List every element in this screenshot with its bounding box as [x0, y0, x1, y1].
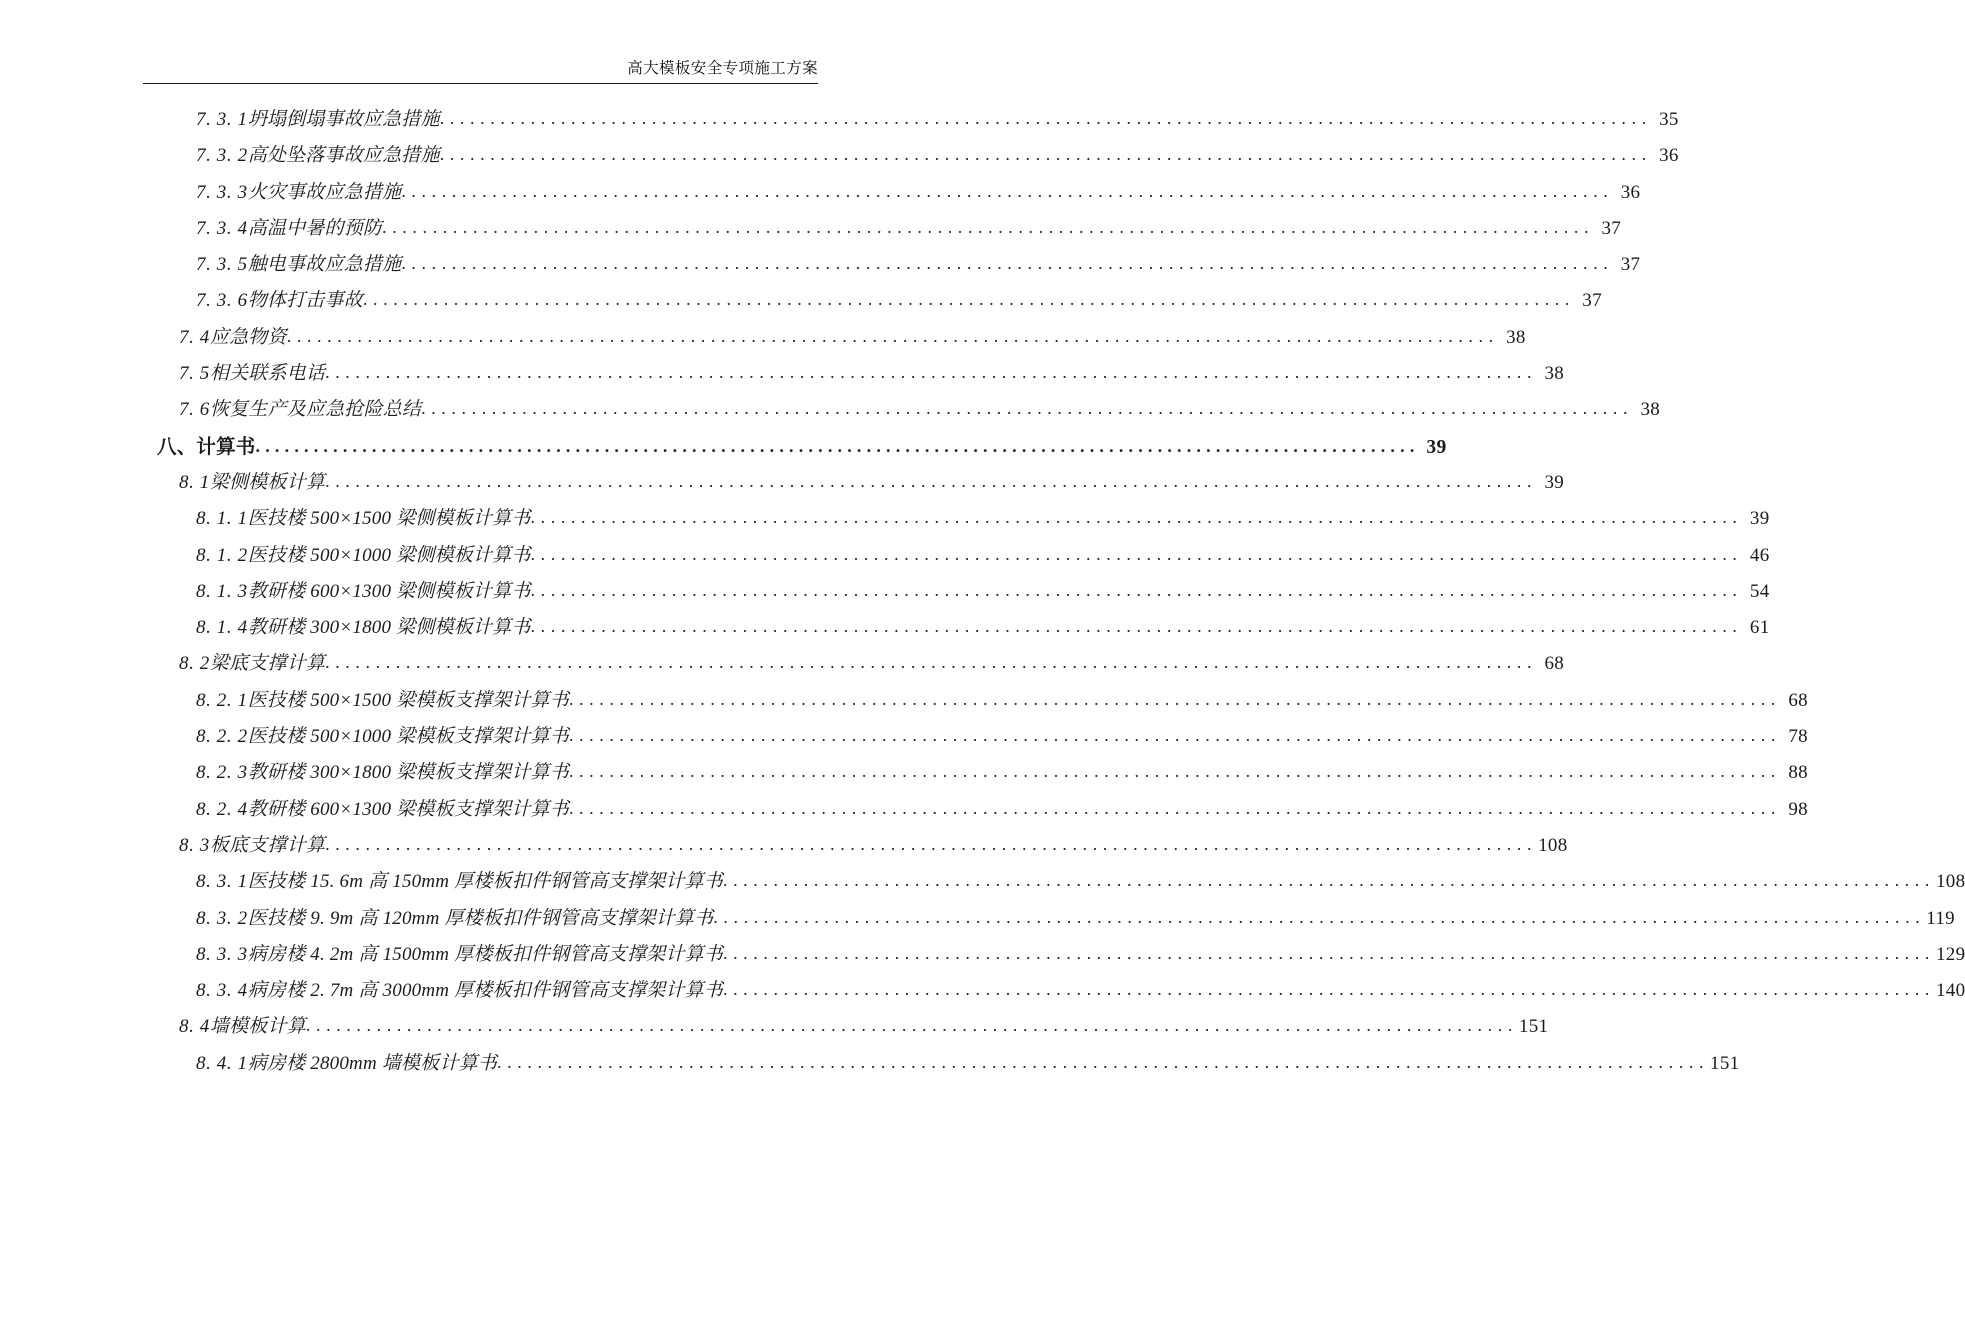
toc-entry-title: 板底支撑计算	[209, 834, 326, 856]
toc-entry[interactable]	[143, 1011, 1549, 1047]
toc-entry[interactable]	[143, 213, 1622, 249]
toc-entry[interactable]	[143, 648, 1565, 684]
toc-entry-number: 8. 3. 4	[196, 980, 248, 1002]
toc-dot-leader: ........................................................................................................................	[713, 906, 1926, 927]
toc-entry-page-number: 98	[1788, 798, 1808, 820]
toc-entry-page-number: 37	[1582, 290, 1602, 312]
toc-dot-leader: ........................................................................................................................	[497, 1051, 1710, 1072]
toc-entry[interactable]	[143, 685, 1808, 721]
toc-entry-page-number: 78	[1788, 726, 1808, 748]
toc-entry-number: 7. 3. 2	[196, 145, 248, 167]
toc-entry-number: 7. 3. 5	[196, 254, 248, 276]
toc-dot-leader: ........................................................................................................................	[568, 688, 1781, 709]
toc-entry-title: 梁侧模板计算	[209, 471, 326, 493]
toc-entry-title: 教研楼 600×1300 梁模板支撑架计算书	[247, 798, 569, 820]
toc-entry-page-number: 38	[1640, 399, 1661, 421]
toc-entry-page-number: 37	[1620, 254, 1641, 276]
toc-entry-number: 8. 3	[179, 834, 210, 856]
toc-dot-leader: ........................................................................................................................	[568, 761, 1781, 782]
toc-entry-title: 医技楼 500×1500 梁模板支撑架计算书	[247, 689, 569, 711]
toc-entry[interactable]	[143, 757, 1808, 793]
toc-entry[interactable]	[143, 975, 1965, 1011]
toc-entry-number: 8. 3. 3	[196, 943, 248, 965]
toc-entry-title: 触电事故应急措施	[247, 254, 402, 276]
toc-dot-leader: ........................................................................................................................	[722, 870, 1935, 891]
toc-dot-leader: ........................................................................................................................	[530, 616, 1743, 637]
toc-entry-page-number: 54	[1749, 580, 1770, 602]
toc-dot-leader: ........................................................................................................................	[362, 289, 1575, 310]
toc-entry[interactable]	[143, 503, 1770, 539]
toc-entry-number: 7. 4	[179, 326, 210, 348]
toc-dot-leader: ........................................................................................................................	[401, 253, 1614, 274]
toc-entry-title: 墙模板计算	[209, 1016, 306, 1038]
toc-entry[interactable]	[143, 358, 1565, 394]
toc-entry[interactable]	[143, 431, 1447, 467]
toc-entry[interactable]	[143, 467, 1565, 503]
toc-entry[interactable]	[143, 939, 1965, 975]
toc-entry-title: 病房楼 2. 7m 高 3000mm 厚楼板扣件钢管高支撑架计算书	[247, 980, 723, 1002]
toc-dot-leader: ........................................................................................................................	[530, 543, 1743, 564]
toc-entry-page-number: 108	[1538, 834, 1568, 856]
toc-entry-page-number: 119	[1926, 907, 1955, 929]
toc-entry[interactable]	[143, 285, 1602, 321]
toc-entry-title: 火灾事故应急措施	[247, 181, 402, 203]
toc-entry-page-number: 39	[1426, 436, 1447, 458]
toc-entry-page-number: 46	[1749, 544, 1770, 566]
toc-dot-leader: ........................................................................................................................	[401, 180, 1614, 201]
toc-entry[interactable]	[143, 794, 1808, 830]
toc-entry[interactable]	[143, 322, 1526, 358]
toc-entry-title: 物体打击事故	[247, 290, 363, 312]
toc-entry[interactable]	[143, 866, 1965, 902]
toc-entry-title: 病房楼 4. 2m 高 1500mm 厚楼板扣件钢管高支撑架计算书	[247, 943, 723, 965]
toc-entry-title: 高温中暑的预防	[247, 217, 383, 239]
toc-dot-leader: ........................................................................................................................	[530, 579, 1743, 600]
table-of-contents	[143, 104, 1965, 1084]
toc-entry[interactable]	[143, 394, 1661, 430]
toc-entry-title: 计算书	[196, 436, 256, 458]
toc-dot-leader: ........................................................................................................................	[325, 470, 1538, 491]
toc-entry-title: 恢复生产及应急抢险总结	[209, 399, 422, 421]
toc-dot-leader: ........................................................................................................................	[382, 216, 1595, 237]
toc-entry-page-number: 108	[1935, 871, 1965, 893]
page-header	[143, 58, 818, 84]
toc-dot-leader: ........................................................................................................................	[286, 325, 1499, 346]
toc-entry-page-number: 36	[1659, 145, 1679, 167]
toc-entry-page-number: 151	[1518, 1016, 1549, 1038]
header-title: 高大模板安全专项施工方案	[627, 60, 818, 77]
toc-entry[interactable]	[143, 249, 1641, 285]
toc-entry-number: 八、	[157, 436, 197, 458]
toc-dot-leader: ........................................................................................................................	[325, 652, 1538, 673]
toc-entry-number: 8. 1. 3	[196, 580, 248, 602]
toc-entry-title: 医技楼 15. 6m 高 150mm 厚楼板扣件钢管高支撑架计算书	[247, 871, 723, 893]
toc-entry-page-number: 36	[1620, 181, 1641, 203]
toc-entry-page-number: 140	[1935, 980, 1965, 1002]
toc-entry-number: 8. 2. 4	[196, 798, 248, 820]
toc-dot-leader: ........................................................................................................................	[568, 725, 1781, 746]
toc-entry-page-number: 61	[1749, 617, 1770, 639]
toc-entry-number: 8. 4. 1	[196, 1052, 248, 1074]
toc-entry-title: 高处坠落事故应急措施	[247, 145, 440, 167]
toc-entry-title: 病房楼 2800mm 墙模板计算书	[247, 1052, 498, 1074]
toc-dot-leader: ........................................................................................................................	[722, 979, 1935, 1000]
toc-entry-page-number: 68	[1544, 653, 1565, 675]
toc-dot-leader: ........................................................................................................................	[325, 833, 1538, 854]
toc-entry-page-number: 68	[1788, 689, 1808, 711]
toc-entry-title: 应急物资	[209, 326, 287, 348]
toc-entry[interactable]	[143, 140, 1679, 176]
toc-entry[interactable]	[143, 540, 1770, 576]
toc-entry[interactable]	[143, 612, 1770, 648]
toc-entry-title: 坍塌倒塌事故应急措施	[247, 109, 440, 130]
toc-entry-number: 7. 3. 3	[196, 181, 248, 203]
toc-entry[interactable]	[143, 903, 1955, 939]
toc-entry-title: 医技楼 500×1500 梁侧模板计算书	[247, 508, 531, 530]
toc-entry-page-number: 88	[1788, 762, 1808, 784]
toc-entry[interactable]	[143, 721, 1808, 757]
toc-entry[interactable]	[143, 1048, 1740, 1084]
toc-entry-number: 7. 3. 6	[196, 290, 248, 312]
toc-entry-title: 教研楼 300×1800 梁侧模板计算书	[247, 617, 531, 639]
toc-entry-page-number: 35	[1659, 109, 1679, 130]
toc-dot-leader: ........................................................................................................................	[305, 1015, 1518, 1036]
toc-dot-leader: ........................................................................................................................	[421, 398, 1634, 419]
toc-dot-leader: ........................................................................................................................	[439, 108, 1652, 128]
toc-entry-page-number: 39	[1749, 508, 1770, 530]
toc-dot-leader: ........................................................................................................................	[568, 797, 1781, 818]
toc-entry-number: 8. 2. 1	[196, 689, 248, 711]
toc-entry-title: 梁底支撑计算	[209, 653, 326, 675]
toc-entry-number: 8. 3. 2	[196, 907, 248, 929]
toc-dot-leader: ........................................................................................................................	[722, 942, 1935, 963]
toc-entry-number: 8. 2. 2	[196, 726, 248, 748]
toc-entry-page-number: 38	[1506, 326, 1526, 348]
toc-entry[interactable]	[143, 830, 1568, 866]
toc-entry-page-number: 37	[1601, 217, 1622, 239]
toc-entry-number: 8. 1. 2	[196, 544, 248, 566]
toc-entry-title: 教研楼 300×1800 梁模板支撑架计算书	[247, 762, 569, 784]
toc-entry-number: 8. 2	[179, 653, 210, 675]
toc-dot-leader: ........................................................................................................................	[439, 144, 1652, 165]
toc-dot-leader: ........................................................................................................................	[325, 362, 1538, 383]
toc-entry-title: 医技楼 500×1000 梁模板支撑架计算书	[247, 726, 569, 748]
toc-entry[interactable]	[143, 104, 1679, 140]
toc-entry-title: 医技楼 500×1000 梁侧模板计算书	[247, 544, 531, 566]
toc-entry-number: 8. 1. 4	[196, 617, 248, 639]
toc-entry-number: 8. 4	[179, 1016, 210, 1038]
toc-entry-number: 8. 1	[179, 471, 210, 493]
toc-entry-page-number: 151	[1710, 1052, 1740, 1074]
toc-entry-number: 7. 6	[179, 399, 210, 421]
toc-dot-leader: ........................................................................................................................	[255, 435, 1420, 456]
toc-entry-title: 教研楼 600×1300 梁侧模板计算书	[247, 580, 531, 602]
toc-entry-number: 7. 5	[179, 363, 210, 385]
toc-entry-title: 相关联系电话	[209, 363, 326, 385]
toc-entry[interactable]	[143, 576, 1770, 612]
toc-entry-number: 7. 3. 4	[196, 217, 248, 239]
toc-entry-number: 8. 1. 1	[196, 508, 248, 530]
toc-entry-number: 8. 2. 3	[196, 762, 248, 784]
toc-entry-number: 7. 3. 1	[196, 109, 248, 130]
toc-dot-leader: ........................................................................................................................	[530, 507, 1743, 528]
toc-entry-page-number: 129	[1935, 943, 1965, 965]
toc-entry-title: 医技楼 9. 9m 高 120mm 厚楼板扣件钢管高支撑架计算书	[247, 907, 714, 929]
toc-entry-page-number: 39	[1544, 471, 1565, 493]
toc-entry[interactable]	[143, 177, 1641, 213]
toc-entry-page-number: 38	[1544, 363, 1565, 385]
toc-entry-number: 8. 3. 1	[196, 871, 248, 893]
